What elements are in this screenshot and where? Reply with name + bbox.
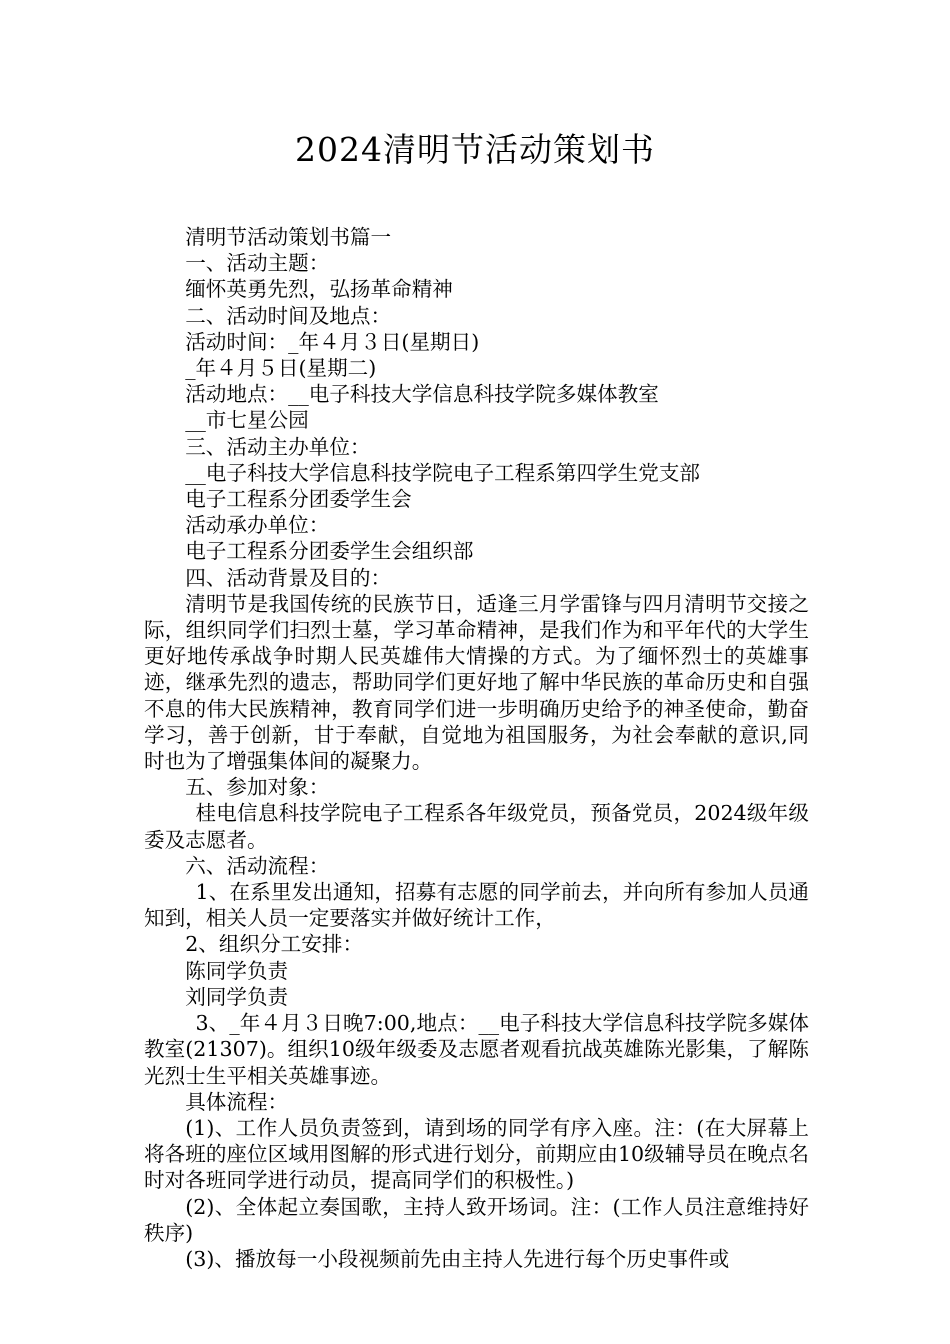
document-body — [144, 224, 809, 1272]
paragraph: 四、活动背景及目的： — [185, 565, 392, 590]
paragraph: _年４月５日(星期二) — [185, 356, 377, 381]
paragraph: 电子工程系分团委学生会 — [185, 487, 412, 512]
paragraph: 桂电信息科技学院电子工程系各年级党员，预备党员，2024级年级委及志愿者。 — [144, 801, 809, 852]
paragraph: (2)、全体起立奏国歌，主持人致开场词。注：(工作人员注意维持好秩序) — [144, 1194, 809, 1245]
paragraph: 五、参加对象： — [185, 775, 330, 800]
paragraph: 二、活动时间及地点： — [185, 303, 392, 328]
paragraph: 三、活动主办单位： — [185, 434, 371, 459]
paragraph: (1)、工作人员负责签到，请到场的同学有序入座。注：(在大屏幕上将各班的座位区域用图解的形式进行划分，前期应由10级辅导员在晚点名时对各班同学进行动员，提高同学们的积极性。) — [144, 1115, 809, 1193]
paragraph: 2、组织分工安排： — [185, 932, 364, 957]
paragraph: 3、_年４月３日晚7:00,地点：__电子科技大学信息科技学院多媒体教室(21307)。组织10级年级委及志愿者观看抗战英雄陈光影集，了解陈光烈士生平相关英雄事迹。 — [144, 1011, 809, 1088]
paragraph: 刘同学负责 — [185, 984, 289, 1009]
paragraph: 活动地点：__电子科技大学信息科技学院多媒体教室 — [185, 382, 659, 407]
paragraph: 活动时间：_年４月３日(星期日) — [185, 329, 480, 354]
paragraph: (3)、播放每一小段视频前先由主持人先进行每个历史事件或 — [185, 1246, 730, 1271]
document-title: 2024清明节活动策划书 — [295, 130, 655, 169]
paragraph: 1、在系里发出通知，招募有志愿的同学前去，并向所有参加人员通知到，相关人员一定要落实并做好统计工作， — [144, 880, 809, 931]
paragraph: 电子工程系分团委学生会组织部 — [185, 539, 474, 564]
paragraph: 具体流程： — [185, 1089, 289, 1114]
paragraph: 缅怀英勇先烈，弘扬革命精神 — [185, 277, 453, 302]
paragraph: __市七星公园 — [185, 408, 309, 433]
paragraph: __电子科技大学信息科技学院电子工程系第四学生党支部 — [185, 460, 701, 485]
paragraph: 陈同学负责 — [185, 958, 289, 983]
paragraph: 活动承办单位： — [185, 513, 330, 538]
paragraph: 六、活动流程： — [185, 853, 330, 878]
paragraph: 一、活动主题： — [185, 251, 330, 276]
paragraph: 清明节是我国传统的民族节日，适逢三月学雷锋与四月清明节交接之际，组织同学们扫烈士墓，学习革命精神，是我们作为和平年代的大学生更好地传承战争时期人民英雄伟大情操的方式。为了缅怀烈士的英雄事迹，继承先烈的遗志，帮助同学们更好地了解中华民族的革命历史和自强不息的伟大民族精神，教育同学们进一步明确历史给予的神圣使命，勤奋学习，善于创新，甘于奉献，自觉地为祖国服务，为社会奉献的意识,同时也为了增强集体间的凝聚力。 — [144, 591, 809, 774]
paragraph: 清明节活动策划书篇一 — [185, 225, 392, 249]
